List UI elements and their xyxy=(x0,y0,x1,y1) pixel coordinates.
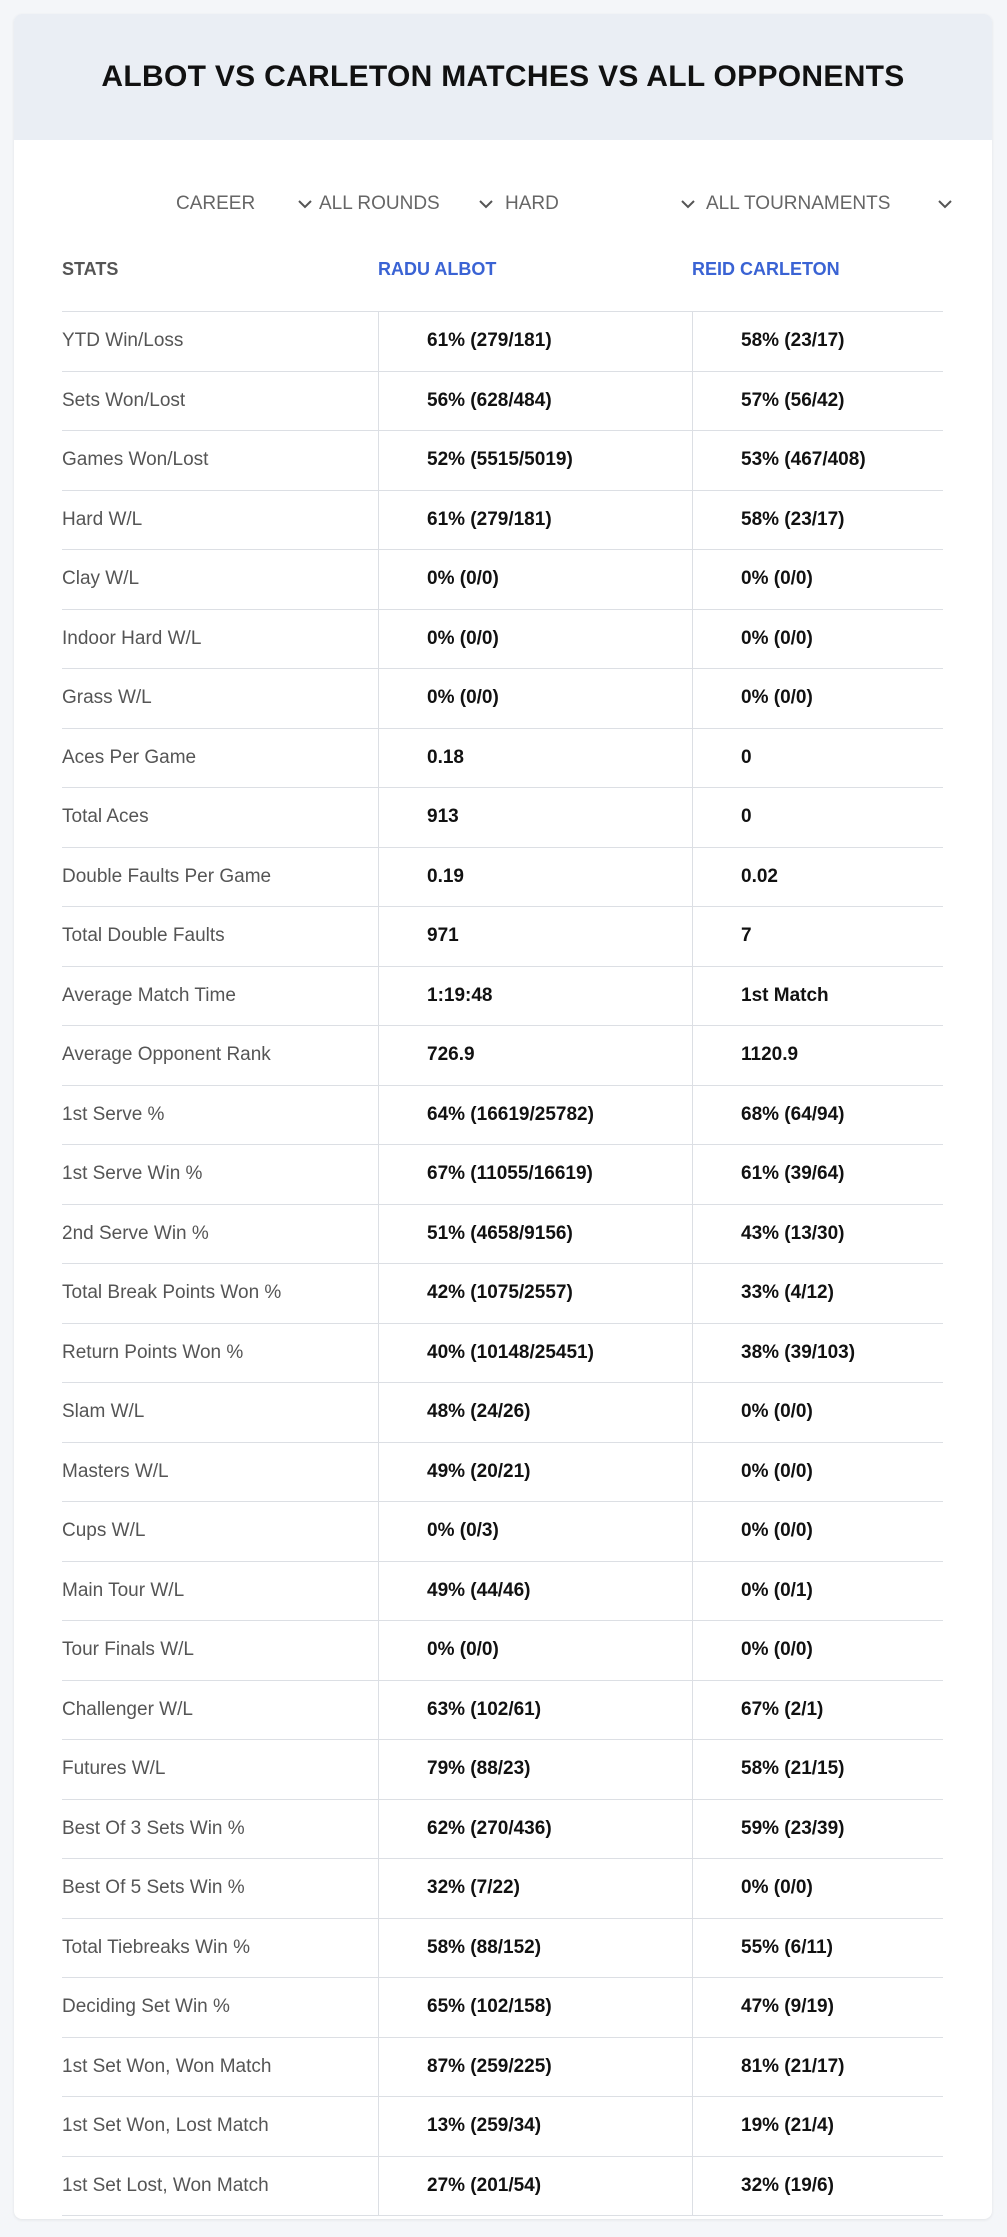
player1-stat-value: 0% (0/0) xyxy=(378,1621,688,1680)
player2-stat-value: 0% (0/0) xyxy=(692,1443,943,1502)
rounds-filter-value: ALL ROUNDS xyxy=(319,193,440,214)
player2-stat-value: 0% (0/0) xyxy=(692,669,943,728)
stat-label: Clay W/L xyxy=(62,568,140,590)
player1-stat-value: 49% (44/46) xyxy=(378,1562,688,1621)
player2-stat-value: 1st Match xyxy=(692,967,943,1026)
stat-label: Games Won/Lost xyxy=(62,449,209,471)
table-row xyxy=(62,311,943,371)
table-row xyxy=(62,906,943,966)
tournaments-filter-value: ALL TOURNAMENTS xyxy=(706,193,891,214)
player2-stat-value: 0% (0/1) xyxy=(692,1562,943,1621)
player1-stat-value: 79% (88/23) xyxy=(378,1740,688,1799)
player1-stat-value: 0% (0/0) xyxy=(378,550,688,609)
player1-stat-value: 58% (88/152) xyxy=(378,1919,688,1978)
surface-filter-value: HARD xyxy=(505,193,559,214)
player1-stat-value: 64% (16619/25782) xyxy=(378,1086,688,1145)
player1-stat-value: 65% (102/158) xyxy=(378,1978,688,2037)
player2-stat-value: 59% (23/39) xyxy=(692,1800,943,1859)
table-row xyxy=(62,1085,943,1145)
player2-stat-value: 38% (39/103) xyxy=(692,1324,943,1383)
stat-label: Deciding Set Win % xyxy=(62,1996,230,2018)
player2-stat-value: 53% (467/408) xyxy=(692,431,943,490)
player2-stat-value: 0% (0/0) xyxy=(692,1859,943,1918)
player2-stat-value: 68% (64/94) xyxy=(692,1086,943,1145)
player1-stat-value: 0.19 xyxy=(378,848,688,907)
player2-stat-value: 0 xyxy=(692,729,943,788)
table-row xyxy=(62,1382,943,1442)
player1-stat-value: 49% (20/21) xyxy=(378,1443,688,1502)
player2-stat-value: 32% (19/6) xyxy=(692,2157,943,2216)
stat-label: Futures W/L xyxy=(62,1758,166,1780)
player1-stat-value: 52% (5515/5019) xyxy=(378,431,688,490)
stat-label: 1st Serve Win % xyxy=(62,1163,203,1185)
table-row xyxy=(62,787,943,847)
player1-stat-value: 48% (24/26) xyxy=(378,1383,688,1442)
player2-stat-value: 1120.9 xyxy=(692,1026,943,1085)
page-header xyxy=(14,14,992,140)
stats-table xyxy=(62,311,943,2216)
player2-stat-value: 7 xyxy=(692,907,943,966)
stat-label: Best Of 5 Sets Win % xyxy=(62,1877,245,1899)
stat-label: YTD Win/Loss xyxy=(62,330,184,352)
player1-stat-value: 1:19:48 xyxy=(378,967,688,1026)
career-filter-select[interactable] xyxy=(176,184,314,224)
player1-stat-value: 87% (259/225) xyxy=(378,2038,688,2097)
rounds-filter-select[interactable] xyxy=(319,184,495,224)
player2-stat-value: 43% (13/30) xyxy=(692,1205,943,1264)
player1-stat-value: 0% (0/0) xyxy=(378,610,688,669)
surface-filter-select[interactable] xyxy=(505,184,697,224)
stat-label: 1st Set Lost, Won Match xyxy=(62,2174,269,2196)
player1-stat-value: 51% (4658/9156) xyxy=(378,1205,688,1264)
table-row xyxy=(62,1442,943,1502)
player2-stat-value: 58% (23/17) xyxy=(692,491,943,550)
table-row xyxy=(62,1739,943,1799)
player2-stat-value: 0% (0/0) xyxy=(692,1502,943,1561)
stat-label: 1st Serve % xyxy=(62,1103,165,1125)
stat-label: Hard W/L xyxy=(62,508,143,530)
table-row xyxy=(62,1144,943,1204)
stat-label: 1st Set Won, Lost Match xyxy=(62,2115,269,2137)
table-row xyxy=(62,1977,943,2037)
table-row xyxy=(62,2096,943,2156)
stat-label: Average Match Time xyxy=(62,984,236,1006)
table-row xyxy=(62,1799,943,1859)
player1-stat-value: 27% (201/54) xyxy=(378,2157,688,2216)
stat-label: Cups W/L xyxy=(62,1520,146,1542)
player1-stat-value: 0.18 xyxy=(378,729,688,788)
table-row xyxy=(62,1204,943,1264)
player1-stat-value: 62% (270/436) xyxy=(378,1800,688,1859)
chevron-down-icon xyxy=(938,196,954,212)
stat-label: Tour Finals W/L xyxy=(62,1639,194,1661)
player1-stat-value: 42% (1075/2557) xyxy=(378,1264,688,1323)
table-row xyxy=(62,2037,943,2097)
filter-bar xyxy=(14,184,992,224)
table-row xyxy=(62,490,943,550)
player2-stat-value: 0% (0/0) xyxy=(692,610,943,669)
table-row xyxy=(62,1680,943,1740)
player1-stat-value: 0% (0/3) xyxy=(378,1502,688,1561)
stat-label: Aces Per Game xyxy=(62,746,197,768)
table-row xyxy=(62,1323,943,1383)
player1-stat-value: 13% (259/34) xyxy=(378,2097,688,2156)
stats-card xyxy=(14,14,992,2219)
chevron-down-icon xyxy=(479,196,495,212)
player2-stat-value: 61% (39/64) xyxy=(692,1145,943,1204)
stat-label: Grass W/L xyxy=(62,687,152,709)
player2-stat-value: 19% (21/4) xyxy=(692,2097,943,2156)
tournaments-filter-select[interactable] xyxy=(706,184,954,224)
stat-label: Challenger W/L xyxy=(62,1698,193,1720)
stat-label: Best Of 3 Sets Win % xyxy=(62,1817,245,1839)
player1-stat-value: 0% (0/0) xyxy=(378,669,688,728)
player2-stat-value: 47% (9/19) xyxy=(692,1978,943,2037)
player2-stat-value: 57% (56/42) xyxy=(692,372,943,431)
player1-stat-value: 67% (11055/16619) xyxy=(378,1145,688,1204)
table-row xyxy=(62,668,943,728)
player2-stat-value: 55% (6/11) xyxy=(692,1919,943,1978)
stat-label: 2nd Serve Win % xyxy=(62,1222,209,1244)
table-row xyxy=(62,1263,943,1323)
stat-label: Return Points Won % xyxy=(62,1341,244,1363)
player1-stat-value: 40% (10148/25451) xyxy=(378,1324,688,1383)
table-row xyxy=(62,1918,943,1978)
stat-label: Total Tiebreaks Win % xyxy=(62,1936,250,1958)
player2-stat-value: 0% (0/0) xyxy=(692,550,943,609)
table-row xyxy=(62,2156,943,2217)
player1-stat-value: 61% (279/181) xyxy=(378,491,688,550)
player2-stat-value: 81% (21/17) xyxy=(692,2038,943,2097)
stat-label: Masters W/L xyxy=(62,1460,169,1482)
player1-stat-value: 63% (102/61) xyxy=(378,1681,688,1740)
table-row xyxy=(62,430,943,490)
stat-label: Double Faults Per Game xyxy=(62,865,272,887)
table-row xyxy=(62,847,943,907)
stat-label: Total Break Points Won % xyxy=(62,1282,282,1304)
table-row xyxy=(62,728,943,788)
table-row xyxy=(62,371,943,431)
player1-stat-value: 61% (279/181) xyxy=(378,312,688,371)
stat-label: Slam W/L xyxy=(62,1401,145,1423)
stat-label: Total Aces xyxy=(62,806,149,828)
player1-stat-value: 32% (7/22) xyxy=(378,1859,688,1918)
stat-label: Average Opponent Rank xyxy=(62,1044,271,1066)
stat-label: Total Double Faults xyxy=(62,925,225,947)
player2-stat-value: 33% (4/12) xyxy=(692,1264,943,1323)
player2-stat-value: 0.02 xyxy=(692,848,943,907)
table-row xyxy=(62,1620,943,1680)
table-row xyxy=(62,549,943,609)
stat-label: Indoor Hard W/L xyxy=(62,627,202,649)
player2-stat-value: 0% (0/0) xyxy=(692,1621,943,1680)
career-filter-value: CAREER xyxy=(176,193,256,214)
player2-stat-value: 67% (2/1) xyxy=(692,1681,943,1740)
table-row xyxy=(62,966,943,1026)
page-title: ALBOT VS CARLETON MATCHES VS ALL OPPONENTS xyxy=(101,60,905,93)
player1-column-header[interactable]: RADU ALBOT xyxy=(378,258,497,279)
stats-column-header: STATS xyxy=(62,258,119,279)
player1-stat-value: 971 xyxy=(378,907,688,966)
player2-stat-value: 0 xyxy=(692,788,943,847)
player2-column-header[interactable]: REID CARLETON xyxy=(692,258,840,279)
table-row xyxy=(62,1561,943,1621)
player1-stat-value: 913 xyxy=(378,788,688,847)
chevron-down-icon xyxy=(298,196,314,212)
player2-stat-value: 58% (21/15) xyxy=(692,1740,943,1799)
player2-stat-value: 0% (0/0) xyxy=(692,1383,943,1442)
stat-label: Main Tour W/L xyxy=(62,1579,185,1601)
table-row xyxy=(62,609,943,669)
table-row xyxy=(62,1501,943,1561)
player1-stat-value: 726.9 xyxy=(378,1026,688,1085)
stat-label: Sets Won/Lost xyxy=(62,389,186,411)
stat-label: 1st Set Won, Won Match xyxy=(62,2055,272,2077)
player2-stat-value: 58% (23/17) xyxy=(692,312,943,371)
table-row xyxy=(62,1858,943,1918)
table-row xyxy=(62,1025,943,1085)
player1-stat-value: 56% (628/484) xyxy=(378,372,688,431)
chevron-down-icon xyxy=(681,196,697,212)
